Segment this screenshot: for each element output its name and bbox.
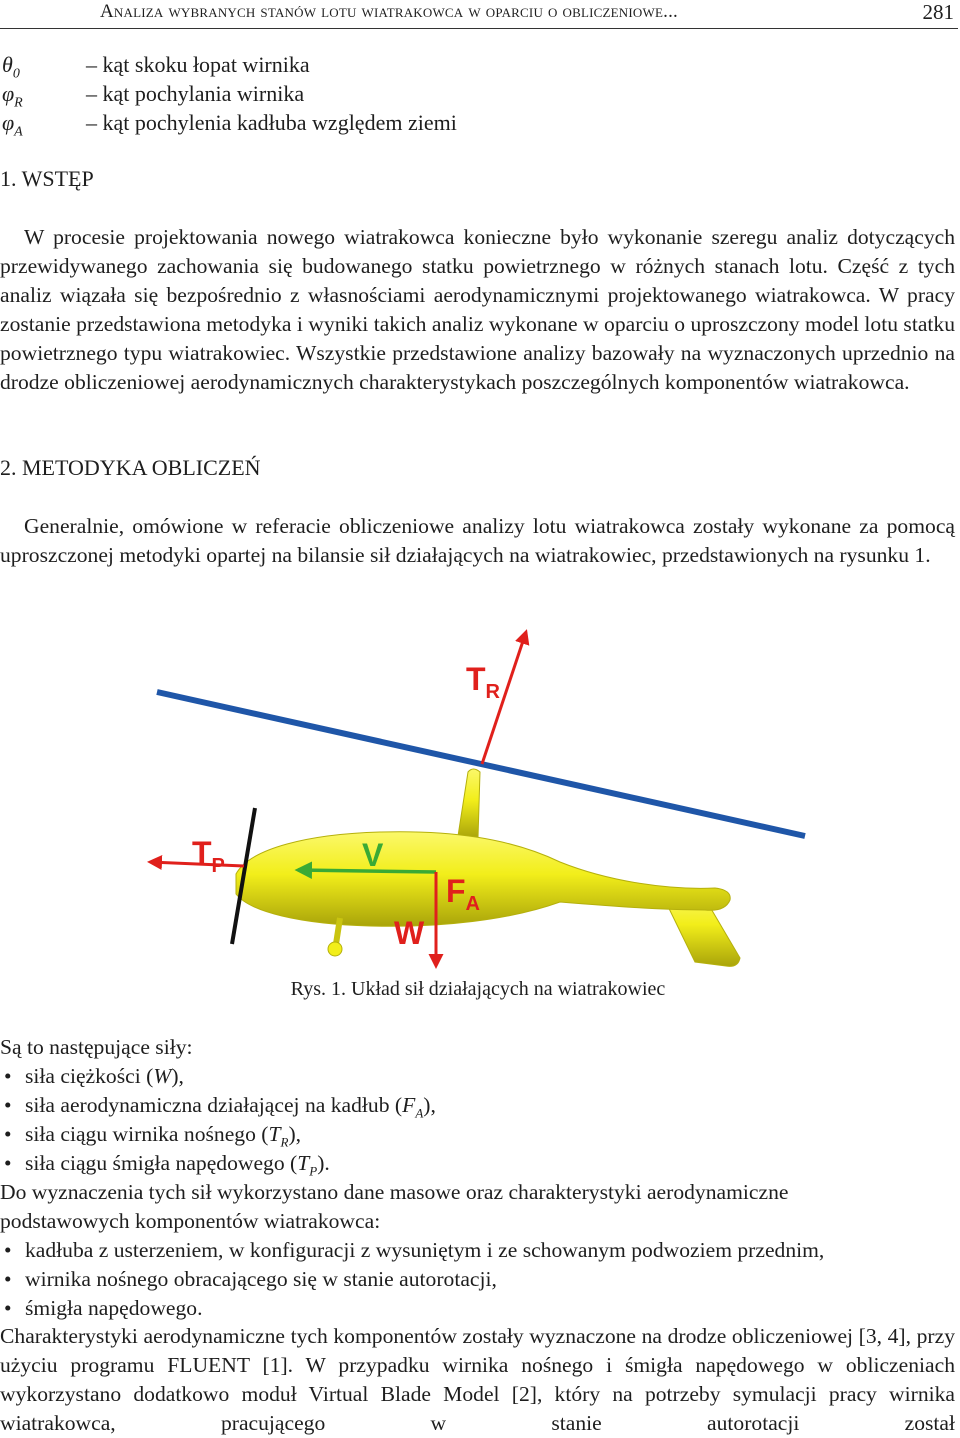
figure-caption: Rys. 1. Układ sił działających na wiatrakowiec [290,978,666,1000]
page-number: 281 [922,0,954,24]
fuselage [236,832,730,927]
intro-paragraph: W procesie projektowania nowego wiatrakowca konieczne było wykonanie szeregu analiz dotyczących przewidywanego zachowania się budowanego statku powietrznego w różnych stanach lotu. Część z tych analiz wiązała się bezpośrednio z własnościami aerodynamicznymi projektowanego wiatrakowca. W pracy zostanie przedstawiona metodyka i wyniki takich analiz wykonane w oparciu o uproszczony model lotu statku powietrznego typu wiatrakowiec. Wszystkie przedstawione analizy bazowały na wyznaczonych uprzednio na drodze obliczeniowej aerodynamicznych charakterystykach poszczególnych komponentów wiatrakowca. [0,225,955,394]
symbol-description: – kąt pochylenia kadłuba względem ziemi [86,110,457,135]
label-w: W [394,915,425,951]
symbol: $\varphi_R$ [2,81,23,111]
label-fa: $F_A$ [446,873,480,915]
rotor-mast [458,769,480,838]
components-intro-line: Do wyznaczenia tych sił wykorzystano dane masowe oraz charakterystyki aerodynamiczne [0,1180,789,1204]
bullet-icon: • [4,1151,12,1175]
bullet-icon: • [4,1267,12,1291]
symbol-description: – kąt pochylania wirnika [86,81,305,106]
label-v: V [362,837,384,873]
nose-gear-strut [336,918,340,944]
symbol: $\theta_0$ [2,52,20,82]
label-tp: $T_P$ [192,835,225,877]
symbol-description: – kąt skoku łopat wirnika [86,52,310,77]
components-intro-line: podstawowych komponentów wiatrakowca: [0,1209,381,1233]
bullet-icon: • [4,1093,12,1117]
bullet-icon: • [4,1122,12,1146]
bullet-icon: • [4,1296,12,1320]
running-header [0,0,958,29]
section-heading-intro: 1. WSTĘP [0,166,94,191]
bullet-icon: • [4,1238,12,1262]
forces-intro: Są to następujące siły: [0,1035,193,1059]
closing-paragraph: Charakterystyki aerodynamiczne tych komponentów zostały wyznaczone na drodze obliczeniowej [3, 4], przy użyciu programu FLUENT [1]. W przypadku wirnika nośnego i śmigła napędowego w obliczeniach wykorzystano dodatkowo moduł Virtual Blade Model [2], który na potrzeby symulacji pracy wirnika wiatrakowca, pracującego w stanie autorotacji został [0,1324,955,1435]
symbol: $\varphi_A$ [2,110,23,140]
autogyro-force-diagram [140,622,820,974]
running-title: Analiza wybranych stanów lotu wiatrakowca w oparciu o obliczeniowe... [100,1,678,22]
nose-gear-wheel [328,942,342,956]
bullet-icon: • [4,1064,12,1088]
section-heading-method: 2. METODYKA OBLICZEŃ [0,455,261,480]
label-tr: $T_R$ [466,661,500,703]
method-paragraph: Generalnie, omówione w referacie obliczeniowe analizy lotu wiatrakowca zostały wykonane za pomocą uproszczonej metodyki opartej na bilansie sił działających na wiatrakowiec, przedstawionych na rysunku 1. [0,514,955,567]
